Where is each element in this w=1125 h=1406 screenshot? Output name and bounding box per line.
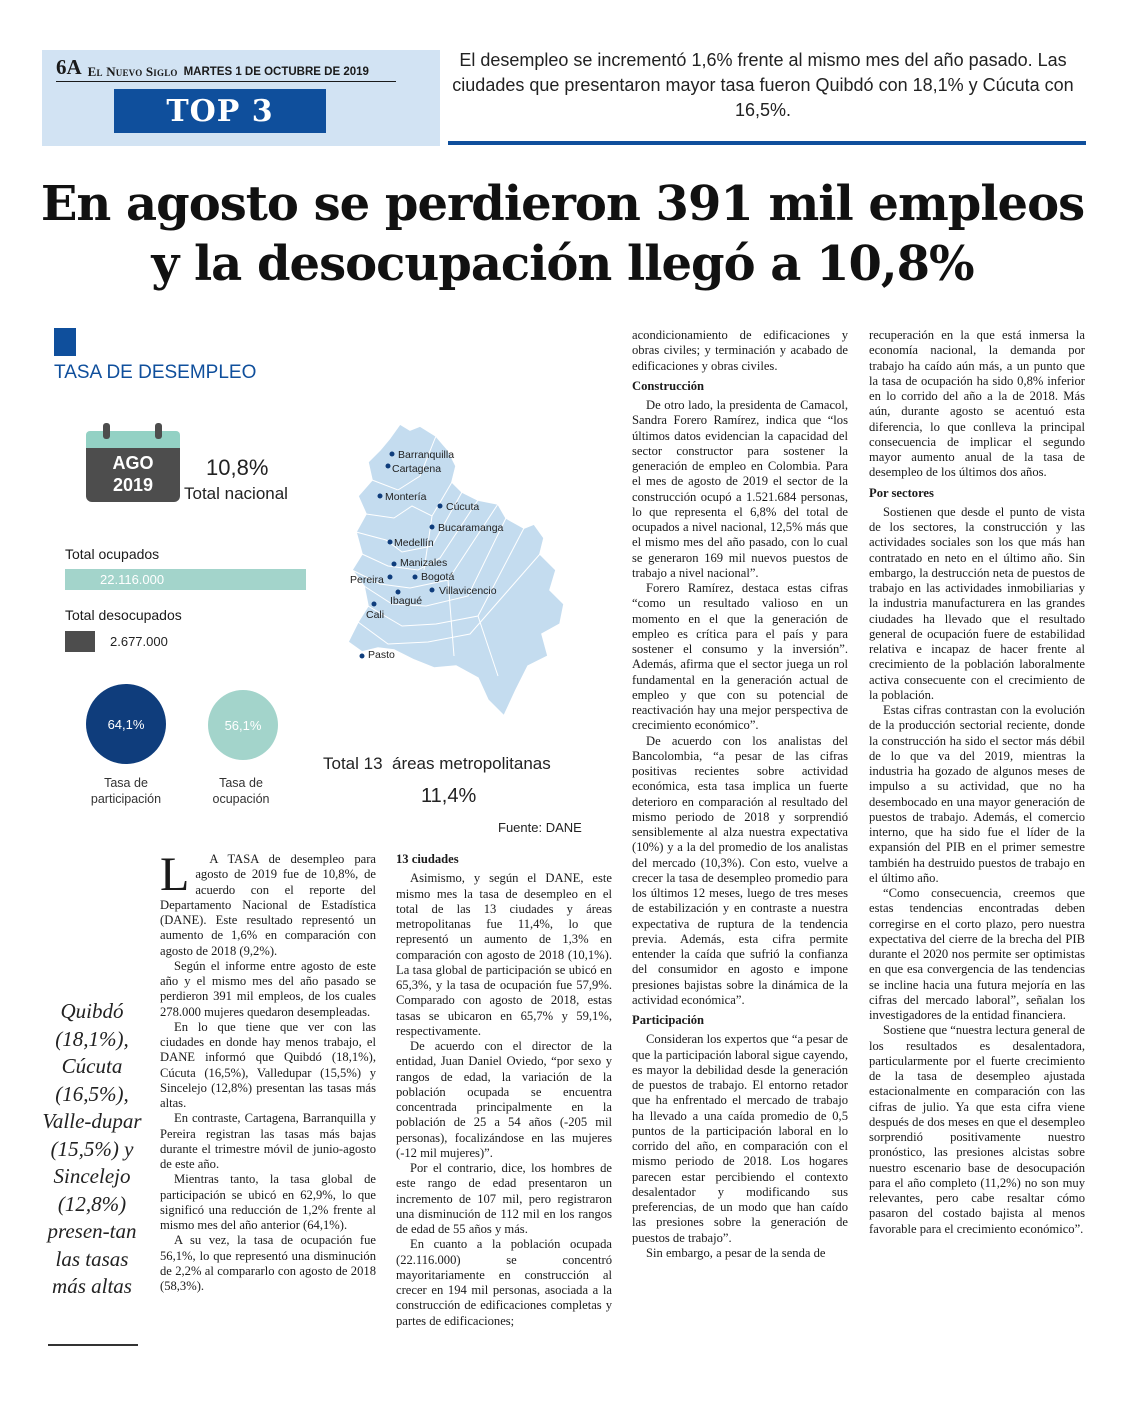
city-bucaramanga: Bucaramanga	[438, 522, 504, 534]
article-paragraph: De acuerdo con los analistas del Bancolombia, “a pesar de las cifras positivas recientes sobre actividad económica, esta tasa implica un fuerte deterioro en comparación al resultado del mismo periodo de 2018 y sorprendió sensiblemente al alza nuestra expectativa (10%) y a la del promedio de los analistas del mercado (10,3%). Con esto, vuelve a crecer la tasa de desempleo promedio para los últimos 12 meses, luego de tres meses de estabilización y en contraste a nuestra expectativa de ruptura de la tendencia previa. Además, esta cifra permite entender la caída que sufrió la confianza del consumidor en agosto e impone presiones bajistas sobre la dinámica de la actividad económica”.	[632, 733, 848, 1007]
city-dot	[372, 602, 377, 607]
article-paragraph: Estas cifras contrastan con la evolución de la producción sectorial reciente, donde la construcción ha sido el sector más débil de lo que va del 2019, mientras la industria ha gozado de algunos meses de impulso a su actividad, que no ha desembocado en una mayor generación de puestos de trabajo. Además, el comercio interno, que ha sido fue el líder de la expansión del PIB en el primer semestre también ha destruido puestos de trabajo en el último año.	[869, 703, 1085, 885]
article-paragraph: De otro lado, la presidenta de Camacol, Sandra Forero Ramírez, indica que “los últimos datos evidencian la capacidad del sector constructor para sostener la generación de empleo en Colombia. Para el mes de agosto de 2019 el sector de la construcción ocupó a 1.521.684 personas, lo que representa el 6,8% del total de ocupados a nivel nacional, 12,5% más que el mismo mes del año pasado, con lo cual se generaron 169 mil nuevos puestos de trabajo a nivel nacional”.	[632, 398, 848, 580]
occupation-label: Tasa de ocupación	[212, 776, 270, 806]
city-dot	[390, 452, 395, 457]
calendar-ring-icon	[155, 423, 162, 439]
unemployed-value: 2.677.000	[110, 634, 168, 649]
article-paragraph: Asimismo, y según el DANE, este mismo mes la tasa de desempleo en el total de las 13 ciudades y áreas metropolitanas fue 11,4%, lo que representó un aumento de 1,3% en comparación con agosto de 2018 (10,1%). La tasa global de participación se ubicó en 65,3%, y la tasa de ocupación fue 57,9%. Comparado con agosto de 2018, estas tasas se ubicaron en 65,7% y 59,1%, respectivamente.	[396, 871, 612, 1038]
pull-quote: Quibdó (18,1%), Cúcuta (16,5%), Valle-dupar (15,5%) y Sincelejo (12,8%) presen-tan las tasas más altas	[42, 999, 142, 1298]
article-paragraph: Sostienen que desde el punto de vista de los sectores, la construcción y las actividades sociales son los que más han contratado en neto en el último año. Sin embargo, la destrucción neta de puestos de trabajo en las actividades inmobiliarias y la industria manufacturera en las grandes ciudades ha llevado que el resultado general de ocupación fuere de estabilidad relativa e incapaz de hacer frente al crecimiento de la población laboralmente activa consecuente con el crecimiento de la población.	[869, 504, 1085, 702]
city-ibague: Ibagué	[390, 595, 423, 607]
unemployed-bar	[65, 631, 95, 652]
employed-label: Total ocupados	[65, 546, 160, 562]
article-paragraph: De acuerdo con el director de la entidad, Juan Daniel Oviedo, “por sexo y rangos de edad, la variación de la población ocupada se encuentra concentrada principalmente en la población de 25 a 54 años (-205 mil personas), focalizándose en las mujeres (-12 mil mujeres)”.	[396, 1039, 612, 1160]
city-monteria: Montería	[385, 491, 427, 503]
article-column-1	[160, 848, 376, 1294]
article-paragraph: Forero Ramírez, destaca estas cifras “como un resultado valioso en un momento en el que la generación de empleo es crítica para el país y para sostener el consumo y la inversión”. Además, afirma que el sector juega un rol fundamental en la generación actual de empleo y que con su potencial de reactivación hay una mejor perspectiva de crecimiento económico”.	[632, 581, 848, 733]
city-dot	[413, 575, 418, 580]
unemployed-label: Total desocupados	[65, 607, 182, 623]
headline-line-1: En agosto se perdieron 391 mil empleos	[40, 176, 1085, 232]
city-barranquilla: Barranquilla	[398, 449, 455, 461]
city-pasto: Pasto	[368, 649, 395, 661]
city-dot	[392, 562, 397, 567]
article-paragraph: En cuanto a la población ocupada (22.116.000) se concentró mayoritariamente en construcción al crecer en 194 mil personas, asociada a la construcción de edificaciones completas y partes de edificaciones;	[396, 1237, 612, 1328]
headline-line-2: y la desocupación llegó a 10,8%	[151, 236, 974, 292]
infographic-title: TASA DE DESEMPLEO	[54, 362, 257, 383]
city-villavicencio: Villavicencio	[439, 585, 497, 597]
employed-value: 22.116.000	[100, 572, 165, 587]
article-paragraph: Consideran los expertos que “a pesar de que la participación laboral sigue cayendo, es mayor la debilidad desde la generación de puestos de trabajo. El entorno retador que ha enfrentado el mercado de trabajo ha llevado a una caída promedio de 0,5 puntos de la participación laboral en lo corrido del año, en comparación con el mismo periodo de 2018. Los hogares parecen estar percibiendo el contexto desalentador y modificando sus preferencias, de un modo que han caído las presiones sobre la generación de puestos de trabajo”.	[632, 1032, 848, 1245]
city-dot	[360, 654, 365, 659]
city-dot	[386, 464, 391, 469]
city-cucuta: Cúcuta	[446, 501, 480, 513]
pull-quote-rule	[48, 1344, 138, 1346]
calendar-ring-icon	[103, 423, 110, 439]
article-paragraph: En contraste, Cartagena, Barranquilla y Pereira registran las tasas más bajas durante el trimestre móvil de junio-agosto de este año.	[160, 1111, 376, 1171]
article-paragraph: acondicionamiento de edificaciones y obras civiles; y terminación y acabado de edificaciones y obras civiles.	[632, 328, 848, 373]
city-dot	[396, 590, 401, 595]
drop-cap: L	[160, 848, 190, 901]
article-paragraph: En lo que tiene que ver con las ciudades en donde hay menos trabajo, el DANE informó que Quibdó (18,1%), Cúcuta (16,5%), Valledupar (15,5%) y Sincelejo (12,8%) presentan las tasas más altas.	[160, 1019, 376, 1110]
calendar-month: AGO	[112, 453, 154, 473]
calendar-year: 2019	[112, 475, 154, 495]
city-manizales: Manizales	[400, 557, 448, 569]
subheading-participacion: Participación	[632, 1013, 705, 1027]
calendar-date	[86, 448, 180, 502]
folio-line	[56, 55, 396, 82]
section-marker	[54, 328, 76, 356]
city-bogota: Bogotá	[421, 571, 455, 583]
article-column-4	[869, 328, 1085, 1237]
subheading-construccion: Construcción	[632, 378, 705, 393]
subheading-por-sectores: Por sectores	[869, 485, 934, 500]
city-dot	[388, 575, 393, 580]
city-pereira: Pereira	[350, 574, 384, 586]
participation-rate: 64,1%	[107, 716, 145, 732]
issue-date: MARTES 1 DE OCTUBRE DE 2019	[183, 65, 369, 78]
colombia-map	[328, 420, 598, 730]
summary-text: El desempleo se incrementó 1,6% frente al mismo mes del año pasado. Las ciudades que presentaron mayor tasa fueron Quibdó con 18,1% y Cúcuta con 16,5%.	[452, 50, 1074, 120]
source-credit: Fuente: DANE	[498, 820, 582, 835]
colombia-outline	[348, 424, 564, 716]
metro-rate: 11,4%	[421, 785, 477, 807]
article-column-3	[632, 328, 848, 1261]
participation-label: Tasa de participación	[90, 776, 162, 806]
city-cali: Cali	[366, 609, 385, 621]
section-label: TOP 3	[114, 89, 326, 133]
subheading-13-ciudades: 13 ciudades	[396, 852, 459, 866]
article-paragraph: recuperación en la que está inmersa la economía nacional, la demanda por trabajo ha caído aún más, a un punto que la tasa de ocupación ha sido 0,8% inferior en lo corrido del año a la de 2018. Más aún, durante agosto se acentuó esta diferencia, lo que conlleva la principal consecuencia de implicar el segundo mayor aumento anual de la tasa de desempleo de los últimos dos años.	[869, 328, 1085, 480]
national-rate: 10,8%	[206, 455, 269, 480]
city-dot	[388, 540, 393, 545]
article-paragraph: Por el contrario, dice, los hombres de este rango de edad presentaron un incremento de 107 mil, pero registraron una disminución de 112 mil en los rangos de edad de 55 años y más.	[396, 1161, 612, 1236]
article-paragraph: Sin embargo, a pesar de la senda de	[646, 1245, 826, 1260]
metro-label: Total 13 áreas metropolitanas	[323, 754, 551, 773]
national-label: Total nacional	[184, 484, 288, 503]
article-paragraph: “Como consecuencia, creemos que estas tendencias encontradas deben corregirse en el corto plazo, pero nuestra expectativa del cierre de la brecha del PIB durante el 2020 nos permite ser optimistas en que esa convergencia de las tendencias se incline hacia una futura mejoría en las cifras del mercado laboral”, señalan los investigadores de la entidad financiera.	[869, 886, 1085, 1022]
article-column-2	[396, 852, 612, 1329]
page-number: 6A	[56, 55, 82, 79]
article-paragraph: A su vez, la tasa de ocupación fue 56,1%, lo que representó una disminución de 2,2% al compararlo con agosto de 2018 (58,3%).	[160, 1233, 376, 1293]
city-medellin: Medellín	[394, 537, 434, 549]
city-dot	[430, 588, 435, 593]
headline	[30, 174, 1095, 294]
occupation-rate: 56,1%	[224, 717, 262, 733]
city-dot	[430, 525, 435, 530]
article-paragraph: A TASA de desempleo para agosto de 2019 fue de 10,8%, de acuerdo con el reporte del Departamento Nacional de Estadística (DANE). Este resultado representó un aumento de 1,6% en comparación con agosto de 2018 (9,2%).	[160, 852, 376, 958]
city-cartagena: Cartagena	[392, 463, 442, 475]
occupation-circle	[208, 690, 278, 760]
summary-rule	[448, 141, 1086, 145]
article-paragraph: Según el informe entre agosto de este año y el mismo mes del año pasado se perdieron 391 mil empleos, de los cuales 278.000 mujeres quedaron desempleadas.	[160, 958, 376, 1019]
participation-circle	[86, 684, 166, 764]
city-dot	[378, 494, 383, 499]
article-paragraph: Mientras tanto, la tasa global de participación se ubicó en 62,9%, lo que significó una reducción de 1,2% frente al mismo mes del año anterior (64,1%).	[160, 1172, 376, 1232]
article-paragraph: Sostiene que “nuestra lectura general de los resultados es desalentadora, particularmente por el fuerte crecimiento de la tasa de desempleo ajustada estacionalmente en comparación con las cifras de julio. Ya que esta cifra viene después de dos meses en que el desempleo sorprendió positivamente nuestro pronóstico, las presiones alcistas sobre nuestro escenario base de desocupación para el año completo (11,2%) no son muy relevantes, pero cabe resaltar cómo pasaron del costado bajista al menos favorable para el crecimiento económico”.	[869, 1023, 1085, 1236]
city-dot	[438, 504, 443, 509]
newspaper-name: El Nuevo Siglo	[87, 64, 178, 79]
